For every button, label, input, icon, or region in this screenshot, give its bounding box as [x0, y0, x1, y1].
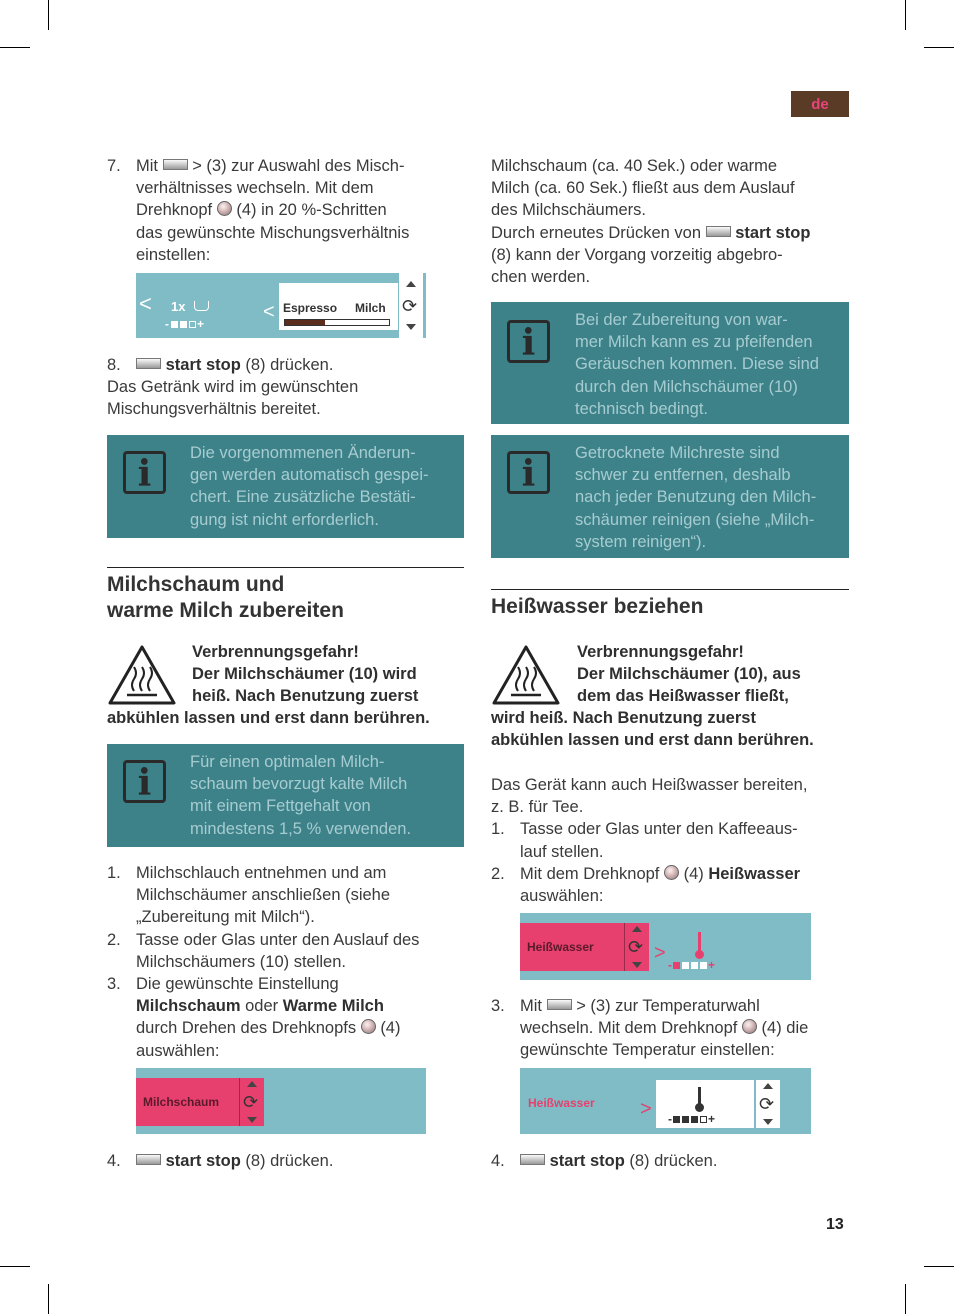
list-item: 2. Tasse oder Glas unter den Auslauf des Milchschäumers (10) stellen.	[107, 930, 420, 971]
list-item: 1. Milchschlauch entnehmen und am Milchschäumer anschließen (siehe „Zubereitung mit Milch“).	[107, 864, 391, 927]
step-number: 7.	[107, 157, 121, 175]
right-arrow: >	[654, 942, 666, 964]
scale-block	[171, 321, 178, 328]
right-intro: Milchschaum (ca. 40 Sek.) oder warme Milch (ca. 60 Sek.) fließt aus dem Auslauf des Milchschäumers. Durch erneutes Drücken von start stop (8) kann der Vorgang vorzeitig abgebro- chen werden.	[491, 157, 811, 287]
crop-mark	[0, 1266, 30, 1267]
crop-mark	[905, 0, 906, 30]
temperature-scale: - +	[668, 1112, 716, 1126]
scroll-arrows	[399, 273, 423, 338]
thermometer-icon	[698, 1087, 701, 1107]
info-icon: i	[507, 320, 550, 363]
info-box	[491, 302, 849, 424]
info-icon: i	[123, 451, 166, 494]
step-4-left: 4. start stop (8) drücken.	[107, 1152, 334, 1170]
scale-block	[682, 962, 689, 969]
step-8: 8. start stop (8) drücken. Das Getränk wird im gewünschten Mischungsverhältnis bereitet.	[107, 356, 359, 419]
info-box	[107, 744, 464, 847]
info-box	[107, 435, 464, 538]
knob-icon	[742, 1019, 757, 1034]
rotate-icon: ⟳	[628, 937, 644, 957]
step-4-right: 4. start stop (8) drücken.	[491, 1152, 718, 1170]
hot-surface-warning-icon	[491, 644, 561, 706]
list-item: 1. Tasse oder Glas unter den Kaffeeaus- lauf stellen.	[491, 820, 798, 861]
scale-block	[682, 1116, 689, 1123]
crop-mark	[924, 47, 954, 48]
temperature-panel	[656, 1080, 754, 1128]
strength-scale: - +	[165, 317, 206, 331]
crop-mark	[48, 1284, 49, 1314]
info-text: Getrocknete Milchreste sind schwer zu entfernen, deshalb nach jeder Benutzung den Milch- schäumer reinigen (siehe „Milch- system reinigen“).	[575, 444, 817, 551]
cup-count: 1x	[171, 299, 186, 314]
rotate-icon: ⟳	[243, 1092, 259, 1112]
hot-water-steps: Das Gerät kann auch Heißwasser bereiten, z. B. für Tee. 1. Tasse oder Glas unter den Kaffeeaus- lauf stellen. 2. Mit dem Drehknopf (4) Heißwasser auswählen:	[491, 774, 853, 907]
crop-mark	[48, 0, 49, 30]
section-rule	[107, 567, 464, 568]
scale-block	[700, 1116, 707, 1123]
section-heading: Milchschaum und warme Milch zubereiten	[107, 573, 344, 622]
info-box	[491, 435, 849, 558]
right-arrow: >	[640, 1098, 652, 1120]
scroll-arrows	[756, 1080, 780, 1128]
label-espresso: Espresso	[283, 301, 338, 315]
warning-text: Verbrennungsgefahr! Der Milchschäumer (10) wird heiß. Nach Benutzung zuerst	[192, 643, 419, 706]
crop-mark	[905, 1284, 906, 1314]
selected-option: Heißwasser	[520, 923, 624, 971]
button-icon	[547, 999, 572, 1010]
crop-mark	[924, 1266, 954, 1267]
step-3-right: 3. Mit > (3) zur Temperaturwahl wechseln. Mit dem Drehknopf (4) die gewünschte Temperatur einstellen:	[491, 997, 809, 1060]
scroll-arrows	[624, 923, 649, 971]
machine-display-milk	[136, 1068, 426, 1134]
selected-option: Milchschaum	[136, 1078, 239, 1126]
knob-icon	[664, 865, 679, 880]
button-icon	[520, 1154, 545, 1165]
warning-text-cont: abkühlen lassen und erst dann berühren.	[107, 709, 430, 727]
info-icon: i	[507, 451, 550, 494]
button-icon	[136, 358, 161, 369]
list-item: 2. Mit dem Drehknopf (4) Heißwasser auswählen:	[491, 864, 801, 906]
info-icon: i	[123, 760, 166, 803]
arrow-up-icon	[406, 281, 416, 287]
thermometer-icon	[698, 932, 701, 954]
scale-block	[673, 1116, 680, 1123]
scale-block	[691, 962, 698, 969]
milk-steps	[107, 862, 467, 1062]
scale-block	[180, 321, 187, 328]
scale-block	[700, 962, 707, 969]
temperature-scale: - +	[668, 958, 716, 972]
section-heading: Heißwasser beziehen	[491, 595, 704, 618]
warning-text: Verbrennungsgefahr! Der Milchschäumer (10), aus dem das Heißwasser fließt,	[577, 643, 801, 706]
machine-display-temperature: Heißwasser > - + ⟳	[520, 1068, 811, 1134]
arrow-up-icon	[763, 1083, 773, 1089]
button-icon	[163, 159, 188, 170]
button-icon	[136, 1154, 161, 1165]
machine-display-mix	[136, 273, 426, 338]
button-icon	[706, 226, 731, 237]
hot-surface-warning-icon	[107, 644, 177, 706]
crop-mark	[0, 47, 30, 48]
scale-block	[189, 321, 196, 328]
list-item: 3. Die gewünschte Einstellung Milchschaum oder Warme Milch durch Drehen des Drehknopfs (4) auswählen:	[107, 975, 401, 1060]
warning-text-cont: wird heiß. Nach Benutzung zuerst abkühlen lassen und erst dann berühren.	[491, 709, 814, 750]
rotate-icon: ⟳	[759, 1094, 775, 1114]
ratio-bar	[284, 319, 390, 326]
cup-icon	[194, 301, 209, 311]
arrow-down-icon	[763, 1119, 773, 1125]
page-number: 13	[826, 1216, 844, 1233]
machine-display-hotwater	[520, 913, 811, 980]
info-text: Bei der Zubereitung von war- mer Milch kann es zu pfeifenden Geräuschen kommen. Diese sind durch den Milchschäumer (10) technisch bedingt.	[575, 311, 819, 418]
arrow-down-icon	[406, 324, 416, 330]
scale-block	[673, 962, 680, 969]
language-badge: de	[791, 91, 849, 117]
info-text: Die vorgenommenen Änderun- gen werden automatisch gespei- chert. Eine zusätzliche Bestäti- gung ist nicht erforderlich.	[190, 444, 429, 529]
step-7: 7. Mit > (3) zur Auswahl des Misch- verhältnisses wechseln. Mit dem Drehknopf (4) in 20 %-Schritten das gewünschte Mischungsverhältnis einstellen:	[107, 157, 410, 264]
scale-block	[691, 1116, 698, 1123]
arrow-down-icon	[632, 962, 642, 968]
right-arrow: <	[263, 301, 275, 323]
arrow-down-icon	[247, 1117, 257, 1123]
rotate-icon: ⟳	[402, 295, 418, 316]
ratio-fill	[285, 320, 325, 325]
left-arrow: <	[139, 291, 152, 316]
info-text: Für einen optimalen Milch- schaum bevorzugt kalte Milch mit einem Fettgehalt von mindestens 1,5 % verwenden.	[190, 753, 412, 838]
ratio-panel	[279, 283, 398, 330]
scroll-arrows	[239, 1078, 264, 1126]
arrow-up-icon	[247, 1081, 257, 1087]
section-rule	[491, 589, 849, 590]
knob-icon	[217, 201, 232, 216]
arrow-up-icon	[632, 926, 642, 932]
knob-icon	[361, 1019, 376, 1034]
label-milch: Milch	[355, 301, 386, 315]
